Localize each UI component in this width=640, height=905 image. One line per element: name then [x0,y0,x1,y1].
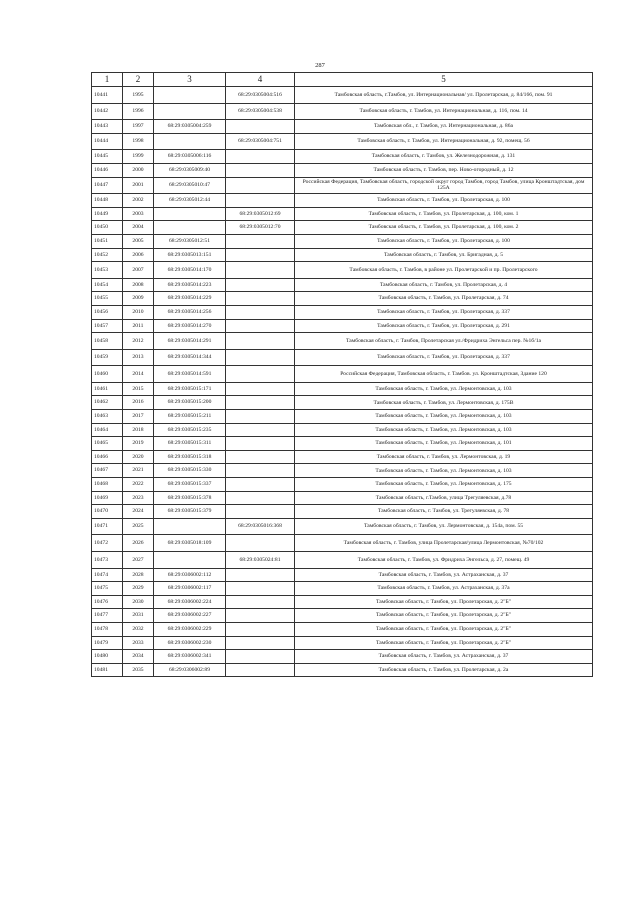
row-number: 10475 [92,582,123,596]
cadastral-number-premises [226,650,295,664]
cadastral-number-land [154,518,226,535]
row-number: 10447 [92,177,123,194]
row-index: 2030 [123,595,154,609]
cadastral-number-land: 68:29:0306002:227 [154,609,226,623]
table-row [92,568,593,582]
table-row [92,464,593,478]
cadastral-number-land: 68:29:0305015:379 [154,505,226,519]
table-row [92,87,593,104]
table-row [92,349,593,366]
cadastral-number-land: 68:29:0305014:591 [154,366,226,383]
address-cell: Тамбовская область, г. Тамбов, ул. Лермонтовская, д. 103 [295,423,593,437]
address-cell: Тамбовская область, г. Тамбов, ул. Лермонтовская, д. 103 [295,382,593,396]
row-number: 10453 [92,262,123,279]
row-index: 2033 [123,636,154,650]
table-row [92,410,593,424]
row-number: 10470 [92,505,123,519]
row-index: 2008 [123,278,154,292]
row-index: 2007 [123,262,154,279]
table-row [92,663,593,677]
cadastral-number-premises: 68:29:0305012:70 [226,221,295,235]
address-cell: Тамбовская область, г. Тамбов, ул. Железнодорожная, д. 131 [295,150,593,164]
address-cell: Тамбовская область, г. Тамбов, ул. Пролетарская, д. 337 [295,349,593,366]
cadastral-number-premises [226,505,295,519]
address-cell: Тамбовская область, г. Тамбов, ул. Лермонтовская, д. 103 [295,464,593,478]
address-cell: Тамбовская область, г. Тамбов, ул. Пролетарская, д. 291 [295,319,593,333]
address-cell: Российская Федерация, Тамбовская область, городской округ город Тамбов, город Тамбов, улица Кронштадтская, дом 125А [295,177,593,194]
address-cell: Тамбовская область, г. Тамбов, ул. Астраханская, д. 37а [295,582,593,596]
header-row [92,73,593,87]
cadastral-number-premises [226,366,295,383]
row-number: 10454 [92,278,123,292]
registry-table [91,72,593,677]
address-cell: Тамбовская область, г. Тамбов, ул. Лермонтовская, д. 154а, пом. 55 [295,518,593,535]
address-cell: Тамбовская область, г. Тамбов, Пролетарская ул./Фридриха Энгельса пер. №1б/1а [295,333,593,350]
cadastral-number-land: 68:29:0305014:256 [154,305,226,319]
cadastral-number-premises [226,423,295,437]
row-index: 2029 [123,582,154,596]
cadastral-number-premises [226,248,295,262]
row-number: 10450 [92,221,123,235]
table-row [92,221,593,235]
table-row [92,518,593,535]
row-number: 10476 [92,595,123,609]
row-index: 2013 [123,349,154,366]
cadastral-number-land: 68:29:0305015:200 [154,396,226,410]
cadastral-number-premises [226,450,295,464]
row-index: 2006 [123,248,154,262]
row-number: 10442 [92,103,123,120]
table-row [92,305,593,319]
cadastral-number-land: 68:29:0305014:270 [154,319,226,333]
table-row [92,292,593,306]
row-number: 10466 [92,450,123,464]
table-row [92,505,593,519]
address-cell: Российская Федерация, Тамбовская область, г. Тамбов. ул. Кронштадтская, Здание 120 [295,366,593,383]
cadastral-number-land [154,221,226,235]
cadastral-number-premises [226,609,295,623]
cadastral-number-premises [226,292,295,306]
address-cell: Тамбовская область, г. Тамбов, ул. Пролетарская, д. 100, ком. 1 [295,207,593,221]
address-cell: Тамбовская область, г. Тамбов, ул. Пролетарская, д. 100, ком. 2 [295,221,593,235]
row-number: 10457 [92,319,123,333]
row-number: 10478 [92,622,123,636]
row-index: 2035 [123,663,154,677]
address-cell: Тамбовская область, г. Тамбов, ул. Пролетарская, д. 4 [295,278,593,292]
row-index: 2001 [123,177,154,194]
address-cell: Тамбовская область, г. Тамбов, ул. Лермонтовская, д. 103 [295,410,593,424]
table-row [92,150,593,164]
cadastral-number-land: 68:29:0306002:112 [154,568,226,582]
row-index: 2005 [123,234,154,248]
row-index: 2032 [123,622,154,636]
table-row [92,120,593,134]
row-index: 2021 [123,464,154,478]
row-index: 2020 [123,450,154,464]
row-index: 2014 [123,366,154,383]
header-col-5: 5 [295,73,593,87]
cadastral-number-land: 68:29:0305014:229 [154,292,226,306]
table-row [92,163,593,177]
cadastral-number-premises [226,333,295,350]
table-row [92,333,593,350]
cadastral-number-premises [226,582,295,596]
row-index: 1995 [123,87,154,104]
cadastral-number-premises [226,349,295,366]
table-row [92,133,593,150]
cadastral-number-land: 68:29:0306002:341 [154,650,226,664]
address-cell: Тамбовская область, г. Тамбов, ул. Пролетарская, д. 2"Б" [295,622,593,636]
table-row [92,319,593,333]
table-row [92,636,593,650]
address-cell: Тамбовская область, г. Тамбов, пер. Ново-огородный, д. 12 [295,163,593,177]
row-index: 2012 [123,333,154,350]
row-index: 2010 [123,305,154,319]
header-col-4: 4 [226,73,295,87]
row-number: 10448 [92,194,123,208]
row-index: 2002 [123,194,154,208]
table-row [92,207,593,221]
row-index: 1999 [123,150,154,164]
cadastral-number-land [154,87,226,104]
row-index: 2022 [123,478,154,492]
cadastral-number-land: 68:29:0305015:311 [154,437,226,451]
row-number: 10479 [92,636,123,650]
row-number: 10444 [92,133,123,150]
row-index: 2015 [123,382,154,396]
address-cell: Тамбовская область, г. Тамбов, в районе ул. Пролетарской и пр. Пролетарского [295,262,593,279]
row-number: 10443 [92,120,123,134]
header-col-1: 1 [92,73,123,87]
table-row [92,194,593,208]
cadastral-number-premises [226,478,295,492]
address-cell: Тамбовская область, г. Тамбов, ул. Пролетарская, д. 100 [295,234,593,248]
row-index: 2025 [123,518,154,535]
table-row [92,437,593,451]
cadastral-number-premises [226,120,295,134]
row-index: 2023 [123,491,154,505]
table-row [92,366,593,383]
row-index: 2016 [123,396,154,410]
cadastral-number-premises [226,194,295,208]
cadastral-number-land [154,133,226,150]
address-cell: Тамбовская область, г. Тамбов, ул. Пролетарская, д. 337 [295,305,593,319]
cadastral-number-premises [226,437,295,451]
row-number: 10471 [92,518,123,535]
cadastral-number-land: 68:29:0305014:223 [154,278,226,292]
cadastral-number-land: 68:29:0305015:318 [154,450,226,464]
row-index: 1998 [123,133,154,150]
cadastral-number-premises [226,150,295,164]
row-number: 10456 [92,305,123,319]
row-index: 2031 [123,609,154,623]
row-number: 10472 [92,535,123,552]
cadastral-number-land: 68:29:0305015:171 [154,382,226,396]
page-number: 287 [315,62,325,69]
row-number: 10469 [92,491,123,505]
cadastral-number-land: 68:29:0305012:44 [154,194,226,208]
table-row [92,622,593,636]
cadastral-number-premises [226,535,295,552]
row-number: 10455 [92,292,123,306]
address-cell: Тамбовская область, г. Тамбов, ул. Астраханская, д. 37 [295,568,593,582]
cadastral-number-premises [226,163,295,177]
row-number: 10480 [92,650,123,664]
row-index: 2004 [123,221,154,235]
table-row [92,491,593,505]
cadastral-number-premises: 68:29:0305012:69 [226,207,295,221]
cadastral-number-premises [226,464,295,478]
address-cell: Тамбовская область, г. Тамбов, ул. Лермонтовская, д. 175В [295,396,593,410]
address-cell: Тамбовская обл., г. Тамбов, ул. Интернациональная, д. 86а [295,120,593,134]
address-cell: Тамбовская область, г. Тамбов, улица Пролетарская/улица Лермонтовская, №70/102 [295,535,593,552]
cadastral-number-land: 68:29:0306002:117 [154,582,226,596]
address-cell: Тамбовская область, г. Тамбов, ул. Пролетарская, д. 74 [295,292,593,306]
row-number: 10477 [92,609,123,623]
row-number: 10446 [92,163,123,177]
cadastral-number-premises [226,568,295,582]
cadastral-number-premises [226,262,295,279]
address-cell: Тамбовская область, г.Тамбов, ул. Интернациональная/ ул. Пролетарская, д. 84/166, пом. 91 [295,87,593,104]
cadastral-number-land: 68:29:0305015:378 [154,491,226,505]
row-number: 10452 [92,248,123,262]
cadastral-number-land: 68:29:0305014:170 [154,262,226,279]
address-cell: Тамбовская область, г. Тамбов, ул. Астраханская, д. 37 [295,650,593,664]
row-number: 10445 [92,150,123,164]
row-number: 10468 [92,478,123,492]
cadastral-number-premises [226,491,295,505]
cadastral-number-premises [226,595,295,609]
row-index: 2019 [123,437,154,451]
row-index: 2027 [123,552,154,569]
address-cell: Тамбовская область, г. Тамбов, ул. Лермонтовская, д. 175 [295,478,593,492]
cadastral-number-premises [226,622,295,636]
row-index: 2003 [123,207,154,221]
row-index: 2028 [123,568,154,582]
address-cell: Тамбовская область, г. Тамбов, ул. Фридриха Энгельса, д. 27, помещ. 49 [295,552,593,569]
cadastral-number-land: 68:29:0306002:229 [154,622,226,636]
cadastral-number-land: 68:29:0306002:89 [154,663,226,677]
table-row [92,582,593,596]
cadastral-number-land: 68:29:0305015:330 [154,464,226,478]
cadastral-number-land: 68:29:0305012:51 [154,234,226,248]
cadastral-number-premises [226,636,295,650]
row-number: 10462 [92,396,123,410]
row-index: 1996 [123,103,154,120]
row-number: 10461 [92,382,123,396]
cadastral-number-land: 68:29:0305010:47 [154,177,226,194]
address-cell: Тамбовская область, г. Тамбов, ул. Пролетарская, д. 2"Б" [295,595,593,609]
cadastral-number-premises [226,663,295,677]
cadastral-number-land: 68:29:0305013:151 [154,248,226,262]
header-col-3: 3 [154,73,226,87]
row-number: 10463 [92,410,123,424]
cadastral-number-land: 68:29:0305015:337 [154,478,226,492]
address-cell: Тамбовская область, г. Тамбов, ул. Трегуляевская, д. 78 [295,505,593,519]
row-number: 10449 [92,207,123,221]
table-row [92,278,593,292]
row-number: 10441 [92,87,123,104]
row-number: 10467 [92,464,123,478]
cadastral-number-premises: 68:29:0305024:81 [226,552,295,569]
address-cell: Тамбовская область, г. Тамбов, ул. Пролетарская, д. 2"Б" [295,636,593,650]
row-index: 2018 [123,423,154,437]
row-number: 10473 [92,552,123,569]
cadastral-number-land: 68:29:0305015:211 [154,410,226,424]
table-row [92,262,593,279]
address-cell: Тамбовская область, г. Тамбов, ул. Пролетарская, д. 100 [295,194,593,208]
address-cell: Тамбовская область, г. Тамбов, ул. Лермонтовская, д. 19 [295,450,593,464]
row-number: 10481 [92,663,123,677]
row-index: 2011 [123,319,154,333]
row-index: 2009 [123,292,154,306]
row-number: 10465 [92,437,123,451]
table-row [92,609,593,623]
cadastral-number-land: 68:29:0306002:224 [154,595,226,609]
cadastral-number-land: 68:29:0305006:116 [154,150,226,164]
cadastral-number-land [154,552,226,569]
address-cell: Тамбовская область, г. Тамбов, ул. Интернациональная, д. 116, пом. 14 [295,103,593,120]
table-row [92,103,593,120]
address-cell: Тамбовская область, г. Тамбов, ул. Пролетарская, д. 2а [295,663,593,677]
row-index: 2000 [123,163,154,177]
cadastral-number-land: 68:29:0305018:109 [154,535,226,552]
cadastral-number-premises [226,382,295,396]
cadastral-number-premises [226,234,295,248]
row-number: 10459 [92,349,123,366]
table-row [92,177,593,194]
header-col-2: 2 [123,73,154,87]
table-row [92,234,593,248]
cadastral-number-land [154,103,226,120]
row-number: 10460 [92,366,123,383]
row-number: 10474 [92,568,123,582]
row-index: 2026 [123,535,154,552]
table-row [92,595,593,609]
cadastral-number-land [154,207,226,221]
address-cell: Тамбовская область, г.Тамбов, улица Трегуляевская, д.78 [295,491,593,505]
cadastral-number-land: 68:29:0305009:40 [154,163,226,177]
cadastral-number-land: 68:29:0306002:230 [154,636,226,650]
cadastral-number-land: 68:29:0305014:291 [154,333,226,350]
row-index: 2024 [123,505,154,519]
address-cell: Тамбовская область, г. Тамбов, ул. Интернациональная, д. 92, помещ. 56 [295,133,593,150]
table-row [92,450,593,464]
address-cell: Тамбовская область, г. Тамбов, ул. Лермонтовская, д. 101 [295,437,593,451]
table-row [92,396,593,410]
cadastral-number-premises [226,396,295,410]
row-index: 2017 [123,410,154,424]
cadastral-number-land: 68:29:0305014:344 [154,349,226,366]
cadastral-number-premises: 68:29:0305016:368 [226,518,295,535]
row-number: 10451 [92,234,123,248]
table-row [92,423,593,437]
cadastral-number-premises [226,410,295,424]
cadastral-number-premises: 68:29:0305004:538 [226,103,295,120]
cadastral-number-premises [226,278,295,292]
row-index: 1997 [123,120,154,134]
row-index: 2034 [123,650,154,664]
cadastral-number-premises: 68:29:0305004:516 [226,87,295,104]
cadastral-number-land: 68:29:0305015:235 [154,423,226,437]
cadastral-number-premises [226,305,295,319]
table-row [92,382,593,396]
table-row [92,535,593,552]
row-number: 10458 [92,333,123,350]
cadastral-number-land: 68:29:0305004:259 [154,120,226,134]
cadastral-number-premises: 68:29:0305004:751 [226,133,295,150]
cadastral-number-premises [226,319,295,333]
table-row [92,650,593,664]
address-cell: Тамбовская область, г. Тамбов, ул. Пролетарская, д. 2"Б" [295,609,593,623]
address-cell: Тамбовская область, г. Тамбов, ул. Бригадная, д. 5 [295,248,593,262]
table-row [92,552,593,569]
table-row [92,478,593,492]
cadastral-number-premises [226,177,295,194]
table-row [92,248,593,262]
row-number: 10464 [92,423,123,437]
